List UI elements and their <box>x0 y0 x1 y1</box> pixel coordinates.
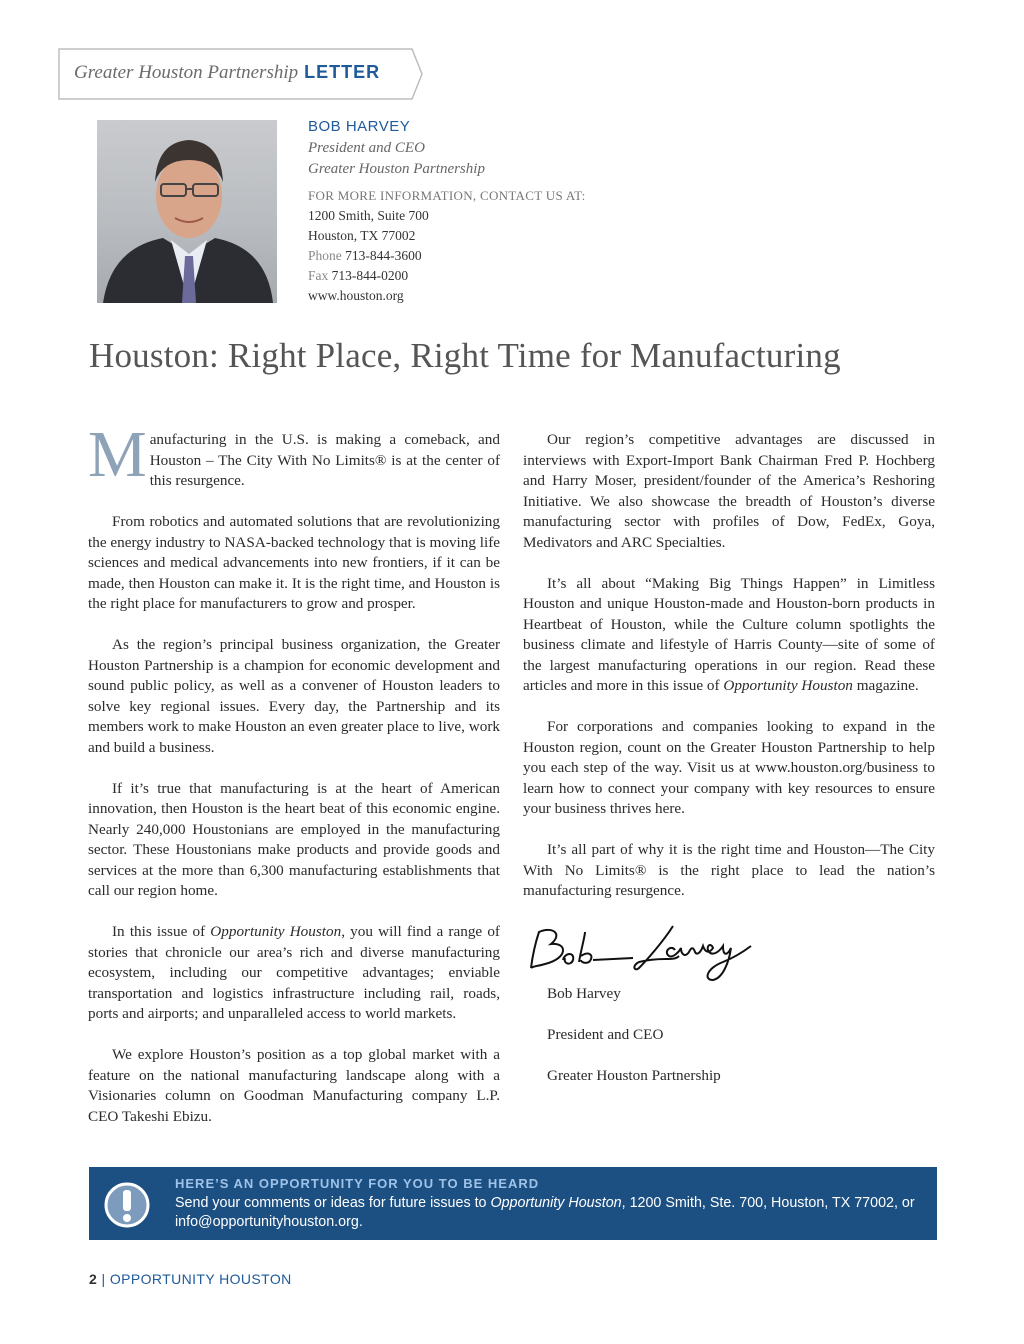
banner-text <box>74 62 380 84</box>
magazine-title: Opportunity Houston <box>210 923 342 940</box>
author-name: BOB HARVEY <box>308 118 411 135</box>
paragraph-3: As the region’s principal business organization, the Greater Houston Partnership is a champion for economic development and sound public policy, as well as a convener of Houston leaders to solve key regional issues. Every day, the Partnership and its members work to make Houston an even greater place to live, work and build a business. <box>88 636 500 756</box>
paragraph-4: If it’s true that manufacturing is at the heart of American innovation, then Houston is the heart beat of this economic engine. Nearly 240,000 Houstonians are employed in the manufacturing sector. These Houstonians make products and provide goods and services at the more than 6,300 manufacturing establishments that call our region home. <box>88 779 500 899</box>
signoff-name: Bob Harvey <box>547 985 621 1002</box>
address-line-1: 1200 Smith, Suite 700 <box>308 208 429 223</box>
signoff-title: President and CEO <box>547 1026 664 1043</box>
author-info <box>308 118 586 308</box>
paragraph-5-start: In this issue of <box>112 923 211 940</box>
page-number: 2 <box>89 1271 98 1287</box>
phone-label: Phone <box>308 248 342 263</box>
author-photo <box>97 120 277 303</box>
banner-org: Greater Houston Partnership <box>74 62 299 83</box>
letter-banner <box>58 48 424 100</box>
author-title: President and CEO <box>308 140 425 156</box>
body-column-right <box>523 430 935 1107</box>
address-line-2: Houston, TX 77002 <box>308 228 416 243</box>
paragraph-5 <box>88 922 500 1025</box>
callout-text-end: , 1200 Smith, Ste. 700, Houston, TX 77002, or info@opportunityhouston.org. <box>175 1195 915 1230</box>
paragraph-8-end: magazine. <box>852 677 919 694</box>
magazine-title: Opportunity Houston <box>723 677 853 694</box>
exclamation-icon <box>103 1181 151 1234</box>
contact-heading: FOR MORE INFORMATION, CONTACT US AT: <box>308 188 586 203</box>
callout-text <box>175 1194 920 1232</box>
paragraph-10: It’s all part of why it is the right time and Houston—The City With No Limits® is the right place to lead the nation’s manufacturing resurgence. <box>523 841 935 899</box>
phone-number: 713-844-3600 <box>345 248 422 263</box>
author-org: Greater Houston Partnership <box>308 161 485 177</box>
paragraph-8-start: It’s all about “Making Big Things Happen” in Limitless Houston and unique Houston-made and Houston-born products in Heartbeat of Houston, while the Culture column spotlights the business climate and lifestyle of Harris County—site of some of the largest manufacturing operations in our region. Read these articles and more in this issue of <box>523 574 935 694</box>
paragraph-2: From robotics and automated solutions that are revolutionizing the energy industry to NASA-backed technology that is moving life sciences and medical advancements into new frontiers, if it can be made, then Houston can make it. It is the right time, and Houston is the right place for manufacturers to grow and prosper. <box>88 513 500 612</box>
signoff-org: Greater Houston Partnership <box>547 1067 721 1084</box>
publication-name: OPPORTUNITY HOUSTON <box>109 1271 292 1287</box>
handwritten-signature <box>523 922 783 984</box>
fax-label: Fax <box>308 268 329 283</box>
paragraph-1-text: anufacturing in the U.S. is making a comeback, and Houston – The City With No Limits® is at the center of this resurgence. <box>149 431 500 489</box>
phone-line <box>308 248 586 264</box>
body-column-left <box>88 418 500 1148</box>
footer-separator: | <box>97 1271 110 1287</box>
paragraph-5-end: , you will find a range of stories that chronicle our area’s rich and diverse manufacturing ecosystem, including our competitive advantages; enviable transportation and logistics infrastructure including rail, roads, ports and airports; and unparalleled access to world markets. <box>88 923 500 1022</box>
paragraph-1 <box>88 418 500 492</box>
feedback-callout <box>89 1167 937 1240</box>
fax-line <box>308 268 586 284</box>
page-footer <box>89 1271 292 1287</box>
paragraph-8 <box>523 574 935 697</box>
callout-text-start: Send your comments or ideas for future issues to <box>175 1195 491 1211</box>
callout-magazine-title: Opportunity Houston <box>490 1195 622 1211</box>
paragraph-6: We explore Houston’s position as a top global market with a feature on the national manufacturing landscape along with a Visionaries column on Goodman Manufacturing company L.P. CEO Takeshi Ebizu. <box>88 1046 500 1125</box>
fax-number: 713-844-0200 <box>331 268 409 283</box>
banner-letter-label: LETTER <box>304 62 381 82</box>
paragraph-7: Our region’s competitive advantages are discussed in interviews with Export-Import Bank Chairman Fred P. Hochberg and Harry Moser, president/founder of the America’s Reshoring Initiative. We also showcase the breadth of Houston’s diverse manufacturing sector with profiles of Dow, FedEx, Goya, Medivators and ARC Specialties. <box>523 431 935 551</box>
article-headline: Houston: Right Place, Right Time for Manufacturing <box>89 336 841 375</box>
paragraph-9: For corporations and companies looking to expand in the Houston region, count on the Greater Houston Partnership to help you each step of the way. Visit us at www.houston.org/business to learn how to connect your company with key resources to ensure your business thrives here. <box>523 718 935 817</box>
drop-cap: M <box>88 418 147 491</box>
website-link[interactable]: www.houston.org <box>308 288 404 303</box>
callout-title: HERE’S AN OPPORTUNITY FOR YOU TO BE HEARD <box>175 1176 540 1191</box>
